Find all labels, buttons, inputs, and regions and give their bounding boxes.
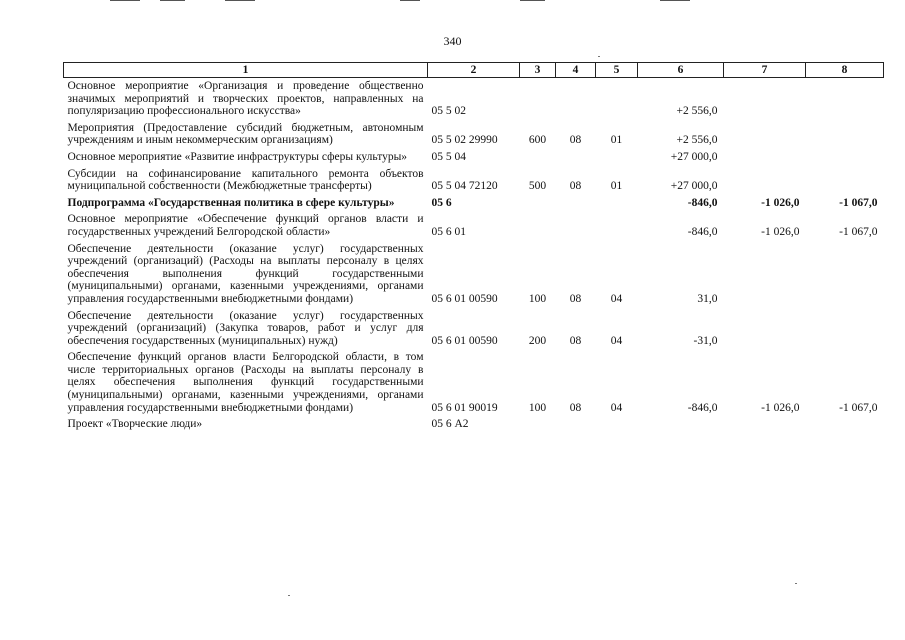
row-amount-col7 [724, 241, 806, 308]
row-subsection: 01 [610, 134, 623, 147]
row-amount-col7 [724, 120, 806, 149]
row-amount-col7 [724, 416, 806, 433]
row-amount-col8 [806, 78, 884, 120]
row-amount-col8 [806, 241, 884, 308]
row-section: 08 [569, 401, 582, 414]
row-amount-col8 [806, 416, 884, 433]
row-subsection [596, 195, 638, 212]
row-amount-col8: -1 067,0 [839, 196, 878, 209]
column-header: 7 [724, 63, 806, 78]
row-amount-col8 [806, 149, 884, 166]
row-name: Обеспечение деятельности (оказание услуг) государственных учреждений (организаций) (Расходы на выплаты персоналу в целях обеспечения выполнения функций государственными (муниципальными) органами, казенными учреждениями, органами управления государственными внебюджетными фондами) [67, 242, 424, 305]
row-amount-col6: +27 000,0 [670, 150, 718, 163]
row-expense-type [520, 211, 556, 240]
row-code: 05 5 04 [431, 150, 466, 163]
row-subsection: 04 [610, 334, 623, 347]
row-code: 05 5 02 29990 [431, 134, 498, 147]
header-row [64, 63, 884, 78]
row-name: Основное мероприятие «Организация и проведение общественно значимых мероприятий и творческих проектов, направленных на популяризацию профессионального искусства» [67, 80, 424, 118]
row-code: 05 6 01 [431, 225, 466, 238]
row-expense-type: 100 [528, 292, 547, 305]
row-name: Основное мероприятие «Обеспечение функций органов власти и государственных учреждений Белгородской области» [67, 213, 424, 238]
row-subsection [596, 211, 638, 240]
table-row [64, 308, 884, 350]
row-name: Субсидии на софинансирование капитального ремонта объектов муниципальной собственности (Межбюджетные трансферты) [67, 167, 424, 193]
row-section: 08 [569, 134, 582, 147]
column-header: 2 [428, 63, 520, 78]
row-section [556, 195, 596, 212]
table-row [64, 416, 884, 433]
row-amount-col6: +2 556,0 [676, 134, 718, 147]
table-body [64, 78, 884, 433]
row-amount-col6 [638, 416, 724, 433]
table-row [64, 211, 884, 240]
column-header: 5 [596, 63, 638, 78]
row-section: 08 [569, 334, 582, 347]
table-row [64, 149, 884, 166]
scan-speck [288, 595, 290, 596]
row-code: 05 5 02 [431, 105, 466, 118]
row-amount-col8 [806, 308, 884, 350]
row-expense-type: 100 [528, 401, 547, 414]
column-header: 6 [638, 63, 724, 78]
row-code: 05 6 01 90019 [431, 401, 498, 414]
scan-speck [598, 56, 600, 57]
page-number: 340 [443, 34, 462, 48]
row-code: 05 6 01 00590 [431, 292, 498, 305]
row-amount-col7 [724, 308, 806, 350]
row-section [556, 416, 596, 433]
table-row [64, 195, 884, 212]
row-amount-col8 [806, 120, 884, 149]
row-amount-col6: -31,0 [693, 334, 718, 347]
table-row [64, 166, 884, 195]
row-subsection [596, 149, 638, 166]
row-amount-col7 [724, 166, 806, 195]
row-section [556, 78, 596, 120]
table-header [64, 63, 884, 78]
row-code: 05 6 01 00590 [431, 334, 498, 347]
row-section: 08 [569, 180, 582, 193]
row-amount-col7: -1 026,0 [761, 225, 800, 238]
row-amount-col6: +2 556,0 [676, 105, 718, 118]
row-subsection: 04 [610, 401, 623, 414]
row-section: 08 [569, 292, 582, 305]
row-subsection: 04 [610, 292, 623, 305]
row-code: 05 5 04 72120 [431, 180, 498, 193]
budget-table [63, 62, 884, 433]
row-amount-col6: -846,0 [687, 401, 718, 414]
table-row [64, 349, 884, 416]
row-amount-col7: -1 026,0 [761, 401, 800, 414]
row-expense-type: 600 [528, 134, 547, 147]
row-expense-type [520, 149, 556, 166]
scan-speck [795, 583, 797, 584]
row-expense-type [520, 195, 556, 212]
table-row [64, 241, 884, 308]
row-expense-type: 200 [528, 334, 547, 347]
row-amount-col6: 31,0 [697, 292, 718, 305]
column-header: 3 [520, 63, 556, 78]
row-code: 05 6 [431, 196, 452, 209]
row-code: 05 6 А2 [431, 418, 469, 431]
row-name: Обеспечение функций органов власти Белгородской области, в том числе территориальных органов (Расходы на выплаты персоналу в целях обеспечения выполнения функций государственными (муниципальными) органами, казенными учреждениями, органами управления государственными внебюджетными фондами) [67, 351, 424, 414]
row-amount-col7: -1 026,0 [761, 196, 800, 209]
row-amount-col7 [724, 149, 806, 166]
row-amount-col6: -846,0 [687, 225, 718, 238]
row-amount-col6: -846,0 [687, 196, 718, 209]
row-expense-type [520, 416, 556, 433]
row-amount-col8: -1 067,0 [839, 401, 878, 414]
row-section [556, 149, 596, 166]
row-name: Мероприятия (Предоставление субсидий бюджетным, автономным учреждениям и иным некоммерческим организациям) [67, 121, 424, 147]
column-header: 1 [64, 63, 428, 78]
table-row [64, 120, 884, 149]
table-row [64, 78, 884, 120]
row-amount-col6: +27 000,0 [670, 180, 718, 193]
row-amount-col8: -1 067,0 [839, 225, 878, 238]
row-name: Подпрограмма «Государственная политика в сфере культуры» [67, 196, 395, 209]
column-header: 8 [806, 63, 884, 78]
row-subsection [596, 416, 638, 433]
row-amount-col7 [724, 78, 806, 120]
row-expense-type: 500 [528, 180, 547, 193]
row-subsection [596, 78, 638, 120]
row-amount-col8 [806, 166, 884, 195]
row-expense-type [520, 78, 556, 120]
scan-artifact-top [100, 0, 800, 2]
column-header: 4 [556, 63, 596, 78]
row-name: Основное мероприятие «Развитие инфраструктуры сферы культуры» [67, 150, 408, 163]
row-name: Обеспечение деятельности (оказание услуг) государственных учреждений (организаций) (Закупка товаров, работ и услуг для обеспечения государственных (муниципальных) нужд) [67, 309, 424, 347]
row-name: Проект «Творческие люди» [67, 418, 203, 431]
row-subsection: 01 [610, 180, 623, 193]
row-section [556, 211, 596, 240]
